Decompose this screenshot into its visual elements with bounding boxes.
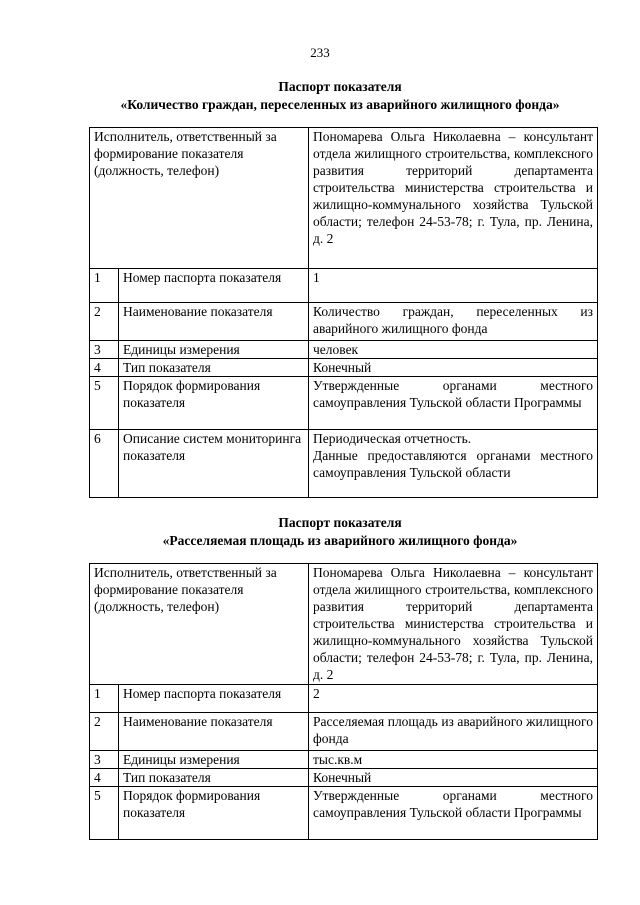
- row-label: Порядок формирования показателя: [119, 377, 309, 430]
- row-value: Утвержденные органами местного самоуправления Тульской области Программы: [309, 377, 598, 430]
- row-value: [309, 430, 598, 498]
- page-number: 233: [310, 45, 330, 60]
- row-label: Тип показателя: [119, 769, 309, 787]
- table-row: [90, 269, 598, 303]
- passport-1-subtitle: «Количество граждан, переселенных из аварийного жилищного фонда»: [120, 97, 560, 112]
- table-row: [90, 564, 598, 685]
- row-label: Тип показателя: [119, 359, 309, 377]
- passport-1-heading: [60, 78, 620, 114]
- monitoring-periodicity: Периодическая отчетность.: [313, 431, 472, 446]
- row-number: 3: [90, 751, 119, 769]
- row-label: Наименование показателя: [119, 713, 309, 751]
- passport-2-title: Паспорт показателя: [278, 515, 402, 530]
- row-label: Порядок формирования показателя: [119, 787, 309, 840]
- table-row: [90, 128, 598, 269]
- row-label: Номер паспорта показателя: [119, 685, 309, 713]
- table-row: [90, 787, 598, 840]
- table-row: [90, 430, 598, 498]
- row-number: 1: [90, 269, 119, 303]
- row-number: 3: [90, 341, 119, 359]
- row-value: Конечный: [309, 359, 598, 377]
- row-number: 5: [90, 377, 119, 430]
- row-label: Описание систем мониторинга показателя: [119, 430, 309, 498]
- table-row: [90, 359, 598, 377]
- table-row: [90, 341, 598, 359]
- passport-2-subtitle: «Расселяемая площадь из аварийного жилищного фонда»: [162, 533, 518, 548]
- row-label: Единицы измерения: [119, 341, 309, 359]
- row-value: 1: [309, 269, 598, 303]
- row-value: Количество граждан, переселенных из аварийного жилищного фонда: [309, 303, 598, 341]
- row-number: 2: [90, 303, 119, 341]
- row-number: 5: [90, 787, 119, 840]
- executor-label: Исполнитель, ответственный за формирование показателя (должность, телефон): [90, 128, 309, 269]
- row-label: Наименование показателя: [119, 303, 309, 341]
- executor-label: Исполнитель, ответственный за формирование показателя (должность, телефон): [90, 564, 309, 685]
- table-row: [90, 685, 598, 713]
- row-number: 2: [90, 713, 119, 751]
- row-label: Единицы измерения: [119, 751, 309, 769]
- table-row: [90, 713, 598, 751]
- passport-1-title: Паспорт показателя: [278, 79, 402, 94]
- passport-2-heading: [60, 514, 620, 550]
- row-value: человек: [309, 341, 598, 359]
- table-row: [90, 769, 598, 787]
- table-row: [90, 377, 598, 430]
- row-number: 1: [90, 685, 119, 713]
- table-row: [90, 303, 598, 341]
- table-row: [90, 751, 598, 769]
- executor-value: Пономарева Ольга Николаевна – консультант отдела жилищного строительства, комплексного развития территорий департамента строительства министерства строительства и жилищно-коммунального хозяйства Тульской области; телефон 24-53-78; г. Тула, пр. Ленина, д. 2: [309, 128, 598, 269]
- row-label: Номер паспорта показателя: [119, 269, 309, 303]
- row-value: Конечный: [309, 769, 598, 787]
- row-value: Утвержденные органами местного самоуправления Тульской области Программы: [309, 787, 598, 840]
- executor-value: Пономарева Ольга Николаевна – консультант отдела жилищного строительства, комплексного развития территорий департамента строительства министерства строительства и жилищно-коммунального хозяйства Тульской области; телефон 24-53-78; г. Тула, пр. Ленина, д. 2: [309, 564, 598, 685]
- row-value: Расселяемая площадь из аварийного жилищного фонда: [309, 713, 598, 751]
- row-value: 2: [309, 685, 598, 713]
- passport-2-table: [89, 563, 598, 840]
- monitoring-data-source: Данные предоставляются органами местного самоуправления Тульской области: [313, 448, 593, 480]
- passport-1-table: [89, 127, 598, 498]
- row-number: 4: [90, 359, 119, 377]
- row-value: тыс.кв.м: [309, 751, 598, 769]
- row-number: 6: [90, 430, 119, 498]
- row-number: 4: [90, 769, 119, 787]
